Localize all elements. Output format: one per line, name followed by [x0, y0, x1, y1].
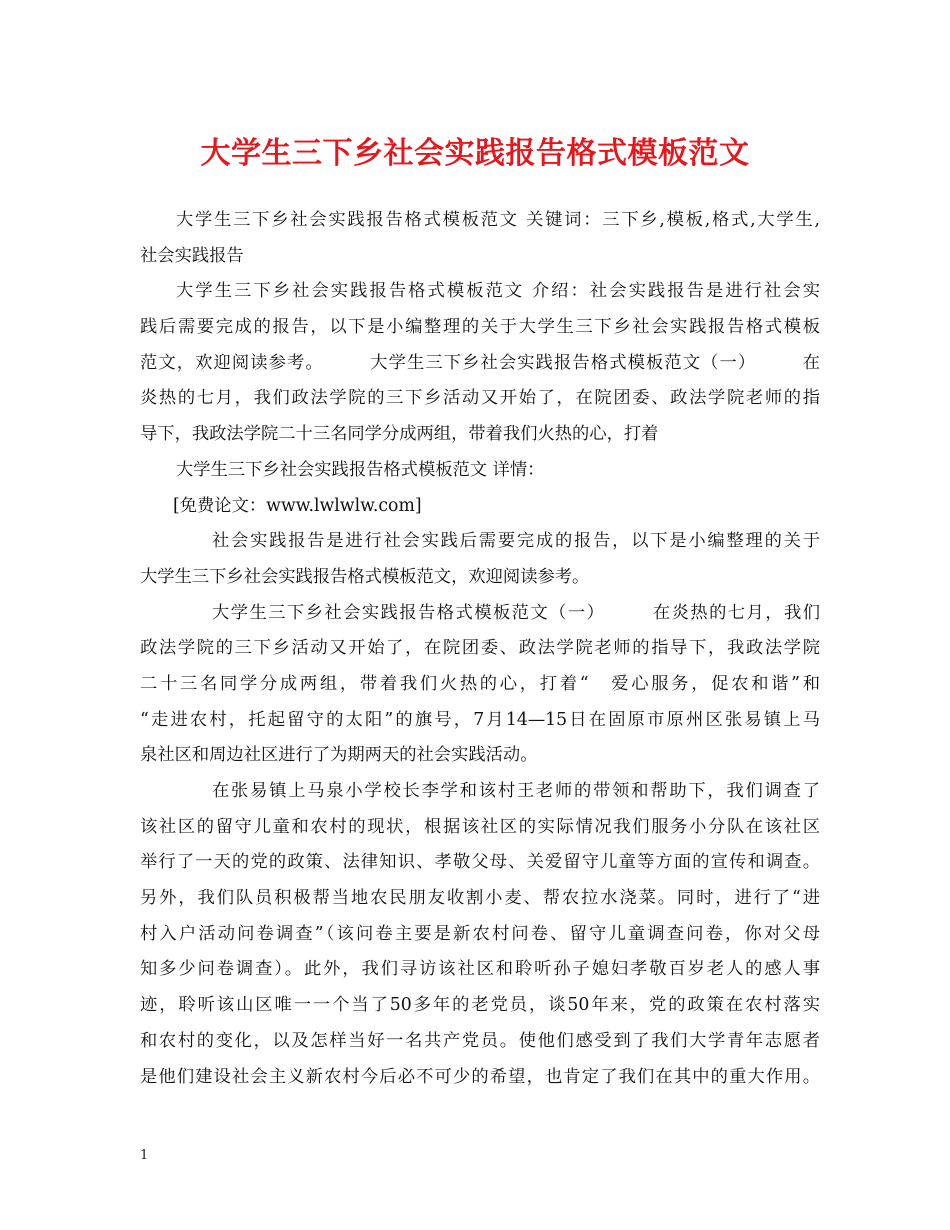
document-body [140, 203, 820, 1095]
text-line: 范文，欢迎阅读参考。 大学生三下乡社会实践报告格式模板范文（一） 在 [140, 352, 820, 373]
text-line: 和农村的变化，以及怎样当好一名共产党员。使他们感受到了我们大学青年志愿者 [140, 1030, 820, 1051]
text-line: [免费论文：www.lwlwlw.com] [173, 495, 422, 516]
text-line: 是他们建设社会主义新农村今后必不可少的希望，也肯定了我们在其中的重大作用。 [140, 1066, 820, 1087]
text-line: 村入户活动问卷调查”（该问卷主要是新农村问卷、留守儿童调查问卷，你对父母 [140, 923, 820, 944]
text-line: 大学生三下乡社会实践报告格式模板范文（一） 在炎热的七月，我们 [212, 602, 820, 623]
text-line: 炎热的七月，我们政法学院的三下乡活动又开始了，在院团委、政法学院老师的指 [140, 388, 820, 409]
text-line: 大学生三下乡社会实践报告格式模板范文 详情： [176, 459, 545, 480]
text-line: 导下，我政法学院二十三名同学分成两组，带着我们火热的心，打着 [140, 424, 659, 445]
text-line: 知多少问卷调查）。此外，我们寻访该社区和聆听孙子媳妇孝敬百岁老人的感人事 [140, 959, 820, 980]
text-line: 大学生三下乡社会实践报告格式模板范文，欢迎阅读参考。 [140, 566, 590, 587]
text-line: 泉社区和周边社区进行了为期两天的社会实践活动。 [140, 745, 538, 766]
text-line: 践后需要完成的报告，以下是小编整理的关于大学生三下乡社会实践报告格式模板 [140, 317, 820, 338]
text-line: 社会实践报告是进行社会实践后需要完成的报告，以下是小编整理的关于 [212, 531, 820, 552]
text-line: 该社区的留守儿童和农村的现状，根据该社区的实际情况我们服务小分队在该社区 [140, 816, 820, 837]
text-line: 社会实践报告 [140, 245, 244, 266]
text-line: 举行了一天的党的政策、法律知识、孝敬父母、关爱留守儿童等方面的宣传和调查。 [140, 852, 820, 873]
text-line: 政法学院的三下乡活动又开始了，在院团委、政法学院老师的指导下，我政法学院 [140, 638, 820, 659]
page-number: 1 [140, 1148, 149, 1163]
text-line: 迹，聆听该山区唯一一个当了50多年的老党员，谈50年来，党的政策在农村落实 [140, 995, 820, 1016]
text-line: 大学生三下乡社会实践报告格式模板范文 介绍：社会实践报告是进行社会实 [176, 281, 820, 302]
text-line: “走进农村，托起留守的太阳”的旗号，7月14—15日在固原市原州区张易镇上马 [140, 709, 820, 730]
document-title: 大学生三下乡社会实践报告格式模板范文 [200, 136, 750, 171]
text-line: 另外，我们队员积极帮当地农民朋友收割小麦、帮农拉水浇菜。同时，进行了“进 [140, 888, 820, 909]
text-line: 大学生三下乡社会实践报告格式模板范文 关键词：三下乡,模板,格式,大学生, [176, 210, 820, 230]
text-line: 二十三名同学分成两组，带着我们火热的心，打着“ 爱心服务，促农和谐”和 [140, 673, 820, 694]
text-line: 在张易镇上马泉小学校长李学和该村王老师的带领和帮助下，我们调查了 [212, 781, 820, 801]
